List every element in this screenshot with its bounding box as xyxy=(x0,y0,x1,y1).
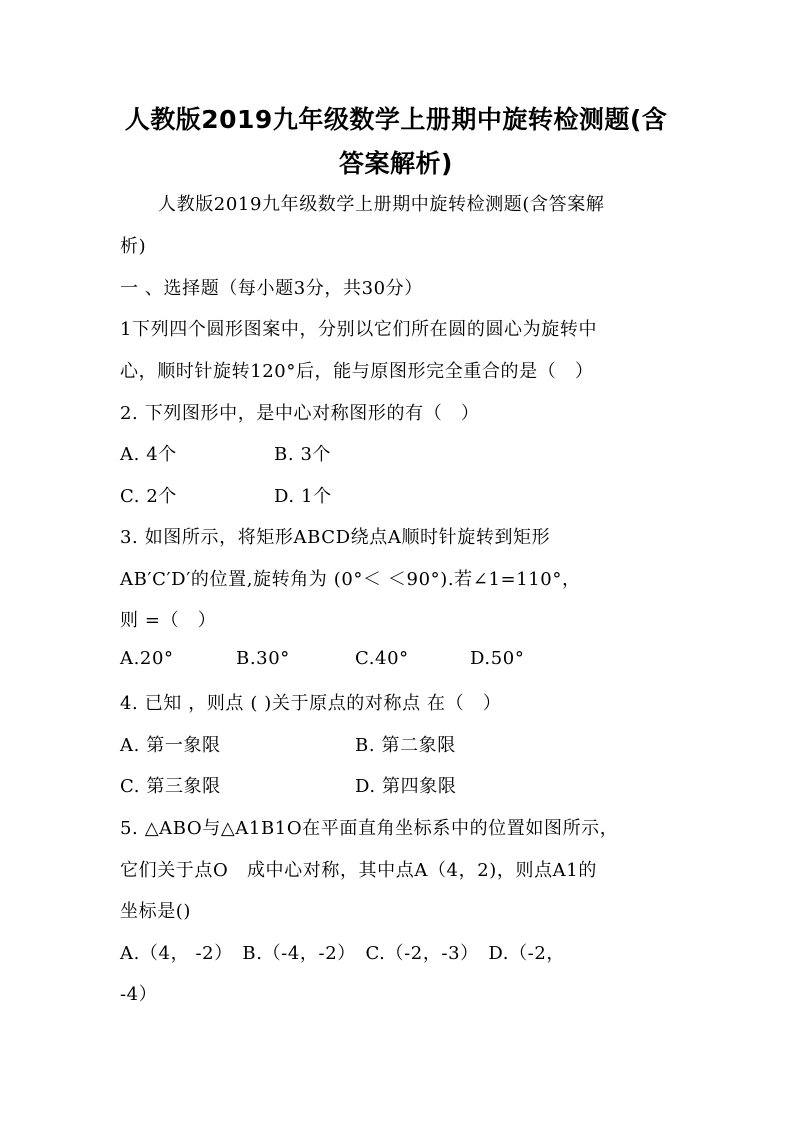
question-5-options: A.（4， -2） B.（-4，-2） C.（-2，-3） D.（-2， xyxy=(120,943,566,964)
question-3-option-b: B.30° xyxy=(236,648,290,669)
intro-line-2: 析) xyxy=(120,236,147,257)
question-4-option-c: C. 第三象限 xyxy=(120,776,221,797)
question-1-line-1: 1下列四个圆形图案中，分别以它们所在圆的圆心为旋转中 xyxy=(120,319,598,340)
question-4-option-b: B. 第二象限 xyxy=(355,735,456,756)
question-3-line-1: 3. 如图所示，将矩形ABCD绕点A顺时针旋转到矩形 xyxy=(120,527,551,548)
question-4-option-a: A. 第一象限 xyxy=(120,735,221,756)
question-4-option-d: D. 第四象限 xyxy=(355,776,457,797)
question-3-option-c: C.40° xyxy=(355,648,409,669)
question-4-stem: 4. 已知 ，则点 ( )关于原点的对称点 在（ ） xyxy=(120,693,502,714)
intro-line-1: 人教版2019九年级数学上册期中旋转检测题(含答案解 xyxy=(158,194,605,215)
question-2-option-a: A. 4个 xyxy=(120,444,177,465)
question-5-options-continued: -4） xyxy=(120,984,158,1005)
question-5-line-1: 5. △ABO与△A1B1O在平面直角坐标系中的位置如图所示， xyxy=(120,818,619,839)
document-title-line-1: 人教版2019九年级数学上册期中旋转检测题(含 xyxy=(124,105,668,134)
question-2-option-b: B. 3个 xyxy=(274,444,332,465)
question-2-option-c: C. 2个 xyxy=(120,486,178,507)
question-3-option-a: A.20° xyxy=(120,648,174,669)
document-title-line-2: 答案解析) xyxy=(339,149,453,178)
question-3-line-3: 则 =（ ） xyxy=(120,610,217,631)
question-5-line-2: 它们关于点O 成中心对称，其中点A（4，2)，则点A1的 xyxy=(120,860,597,881)
question-3-option-d: D.50° xyxy=(470,648,525,669)
question-5-line-3: 坐标是() xyxy=(120,901,192,922)
question-2-option-d: D. 1个 xyxy=(274,486,332,507)
question-2-stem: 2. 下列图形中，是中心对称图形的有（ ） xyxy=(120,403,480,424)
question-3-line-2: AB′C′D′的位置,旋转角为 (0°＜ ＜90°).若∠1=110°， xyxy=(120,569,581,590)
question-1-line-2: 心，顺时针旋转120°后，能与原图形完全重合的是（ ） xyxy=(120,361,594,382)
section-heading: 一 、选择题（每小题3分，共30分） xyxy=(120,278,423,299)
